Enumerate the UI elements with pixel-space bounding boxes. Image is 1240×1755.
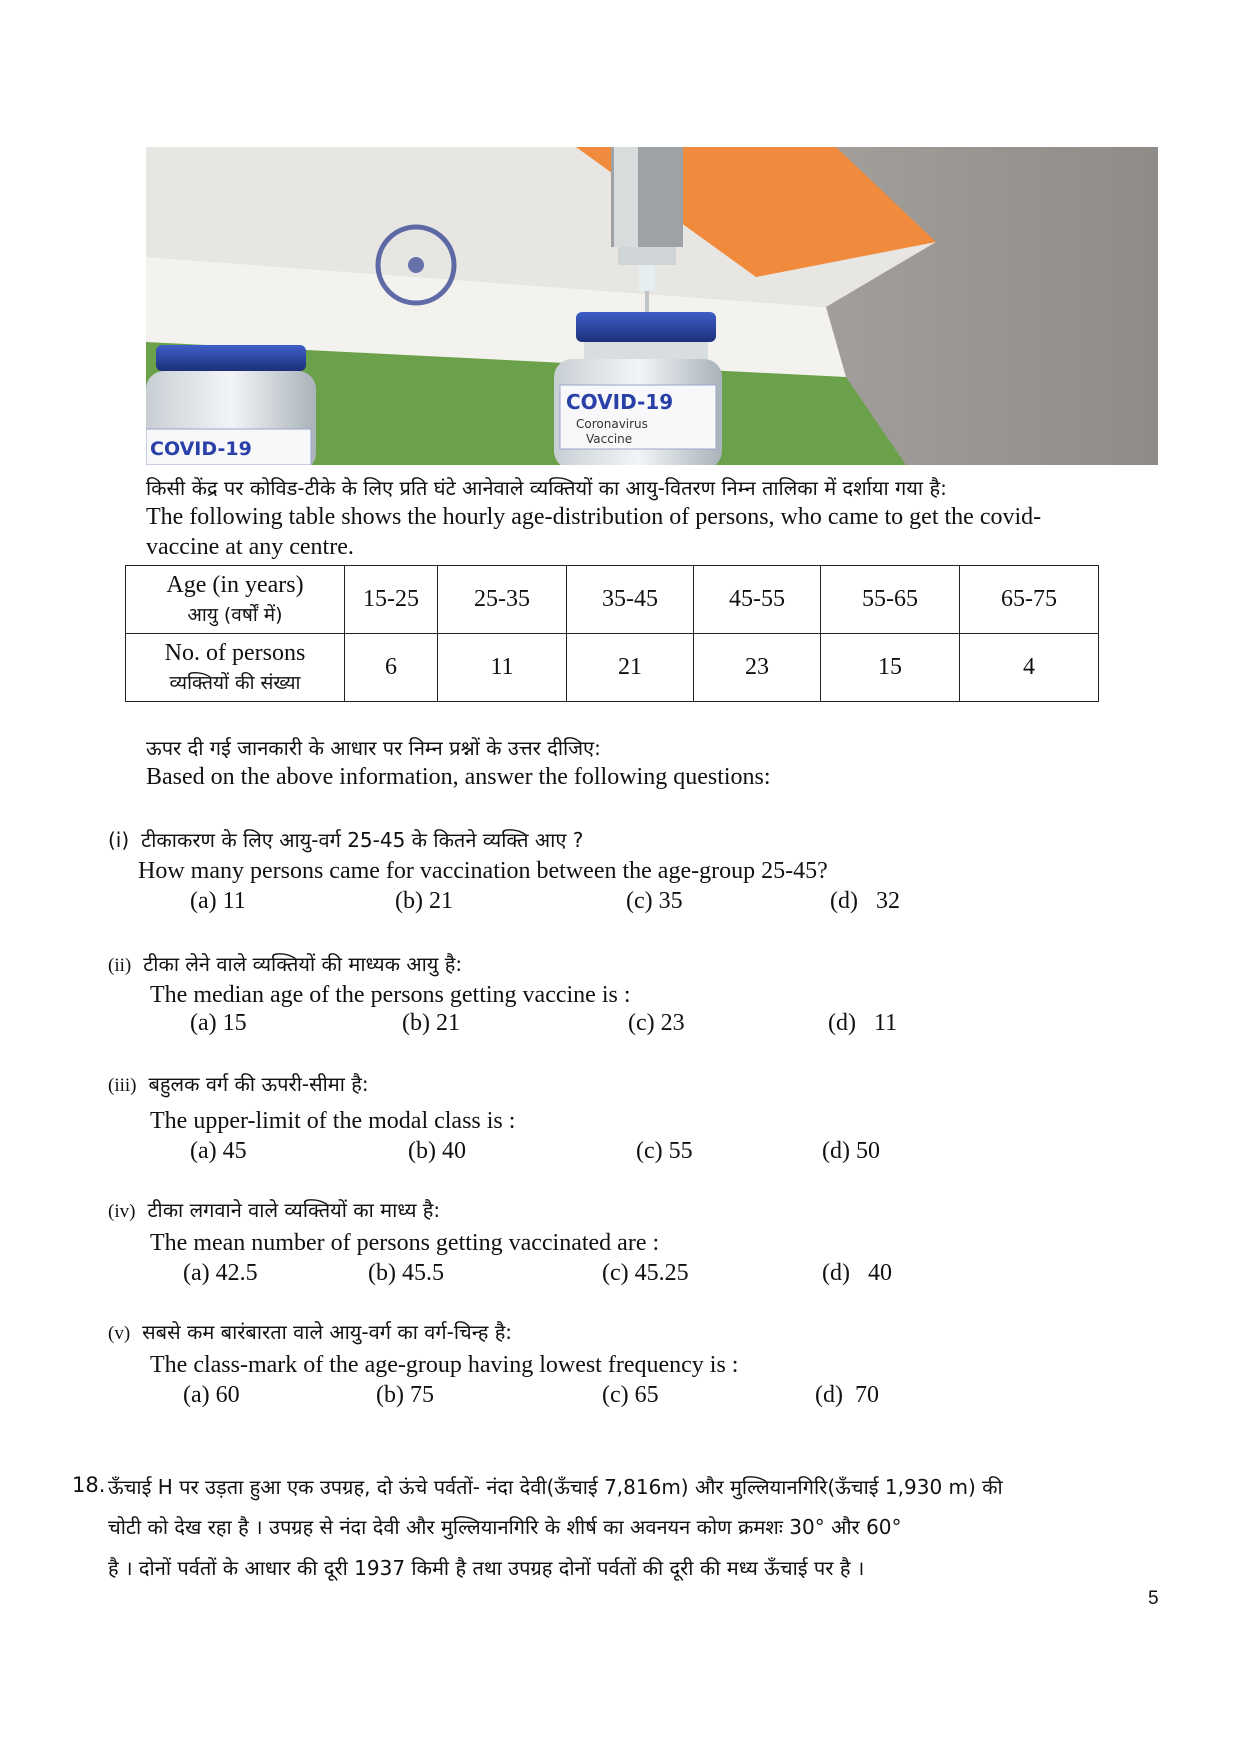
table-row-persons xyxy=(126,634,1099,702)
table-cell: 21 xyxy=(567,634,694,702)
option-a: (a) 60 xyxy=(183,1382,240,1408)
option-c: (c) 65 xyxy=(602,1382,659,1408)
option-d: (d) 11 xyxy=(828,1010,898,1036)
option-d: (d) 32 xyxy=(830,888,900,914)
table-row-age xyxy=(126,566,1099,634)
row-header-age-hi: आयु (वर्षों में) xyxy=(187,603,283,626)
instruction-hindi: ऊपर दी गई जानकारी के आधार पर निम्न प्रश्नों के उत्तर दीजिए: xyxy=(146,736,601,760)
row-header-persons-hi: व्यक्तियों की संख्या xyxy=(169,671,301,694)
question-english: The class-mark of the age-group having lowest frequency is : xyxy=(150,1352,739,1378)
option-a: (a) 15 xyxy=(190,1010,247,1036)
question-number: (v) xyxy=(108,1323,131,1344)
question-english: How many persons came for vaccination between the age-group 25-45? xyxy=(138,858,828,884)
option-c: (c) 23 xyxy=(628,1010,685,1036)
age-distribution-table xyxy=(125,565,1099,702)
vial-label-left: COVID-19 xyxy=(150,438,252,460)
question-i xyxy=(108,826,583,853)
option-c: (c) 45.25 xyxy=(602,1260,689,1286)
question-number: (ii) xyxy=(108,955,132,976)
intro-english-line1: The following table shows the hourly age-distribution of persons, who came to get the covid- xyxy=(146,504,1042,530)
table-cell: 6 xyxy=(345,634,438,702)
question-ii xyxy=(108,950,462,977)
intro-english-line2: vaccine at any centre. xyxy=(146,534,354,560)
option-d: (d) 70 xyxy=(815,1382,879,1408)
option-b: (b) 21 xyxy=(402,1010,460,1036)
option-c: (c) 55 xyxy=(636,1138,693,1164)
table-cell: 23 xyxy=(694,634,821,702)
row-header-age xyxy=(126,566,345,634)
option-a: (a) 45 xyxy=(190,1138,247,1164)
row-header-persons-en: No. of persons xyxy=(164,639,306,666)
question-english: The median age of the persons getting vaccine is : xyxy=(150,982,631,1008)
option-c: (c) 35 xyxy=(626,888,683,914)
question-18-number: 18. xyxy=(72,1473,106,1497)
question-hindi: टीका लेने वाले व्यक्तियों की माध्यक आयु है: xyxy=(143,952,463,976)
option-b: (b) 75 xyxy=(376,1382,434,1408)
table-cell: 65-75 xyxy=(960,566,1099,634)
page-number: 5 xyxy=(1148,1588,1159,1609)
vial-label-sub1: Coronavirus xyxy=(576,417,648,431)
covid-vaccine-photo xyxy=(146,147,1158,465)
table-cell: 4 xyxy=(960,634,1099,702)
option-b: (b) 40 xyxy=(408,1138,466,1164)
question-hindi: टीकाकरण के लिए आयु-वर्ग 25-45 के कितने व्यक्ति आए ? xyxy=(141,828,584,852)
intro-hindi: किसी केंद्र पर कोविड-टीके के लिए प्रति घंटे आनेवाले व्यक्तियों का आयु-वितरण निम्न तालिका में दर्शाया गया है: xyxy=(146,476,947,500)
table-cell: 11 xyxy=(438,634,567,702)
option-a: (a) 11 xyxy=(190,888,246,914)
row-header-persons xyxy=(126,634,345,702)
option-d: (d) 40 xyxy=(822,1260,892,1286)
question-english: The upper-limit of the modal class is : xyxy=(150,1108,516,1134)
question-hindi: टीका लगवाने वाले व्यक्तियों का माध्य है: xyxy=(147,1198,441,1222)
question-18-line2: चोटी को देख रहा है । उपग्रह से नंदा देवी और मुल्लियानगिरि के शीर्ष का अवनयन कोण क्रमशः 30° और 60° xyxy=(108,1515,902,1539)
question-v xyxy=(108,1318,512,1345)
option-d: (d) 50 xyxy=(822,1138,880,1164)
row-header-age-en: Age (in years) xyxy=(166,571,304,598)
option-b: (b) 45.5 xyxy=(368,1260,444,1286)
question-hindi: सबसे कम बारंबारता वाले आयु-वर्ग का वर्ग-चिन्ह है: xyxy=(142,1320,513,1344)
question-iii xyxy=(108,1070,369,1097)
question-hindi: बहुलक वर्ग की ऊपरी-सीमा है: xyxy=(148,1072,369,1096)
table-cell: 35-45 xyxy=(567,566,694,634)
vial-label-sub2: Vaccine xyxy=(586,432,633,446)
question-18-line1: ऊँचाई H पर उड़ता हुआ एक उपग्रह, दो ऊंचे पर्वतों- नंदा देवी(ऊँचाई 7,816m) और मुल्लियानगिरि(ऊँचाई 1,930 m) की xyxy=(108,1475,1003,1499)
question-english: The mean number of persons getting vaccinated are : xyxy=(150,1230,660,1256)
table-cell: 45-55 xyxy=(694,566,821,634)
question-iv xyxy=(108,1196,440,1223)
table-cell: 55-65 xyxy=(821,566,960,634)
instruction-english: Based on the above information, answer the following questions: xyxy=(146,764,771,790)
question-number: (i) xyxy=(108,828,130,852)
option-a: (a) 42.5 xyxy=(183,1260,258,1286)
option-b: (b) 21 xyxy=(395,888,453,914)
question-number: (iv) xyxy=(108,1201,136,1222)
question-number: (iii) xyxy=(108,1075,137,1096)
question-18-line3: है । दोनों पर्वतों के आधार की दूरी 1937 किमी है तथा उपग्रह दोनों पर्वतों की दूरी की मध्य ऊँचाई पर है । xyxy=(108,1556,865,1580)
table-cell: 15 xyxy=(821,634,960,702)
table-cell: 25-35 xyxy=(438,566,567,634)
vial-label-main: COVID-19 xyxy=(566,390,674,414)
table-cell: 15-25 xyxy=(345,566,438,634)
